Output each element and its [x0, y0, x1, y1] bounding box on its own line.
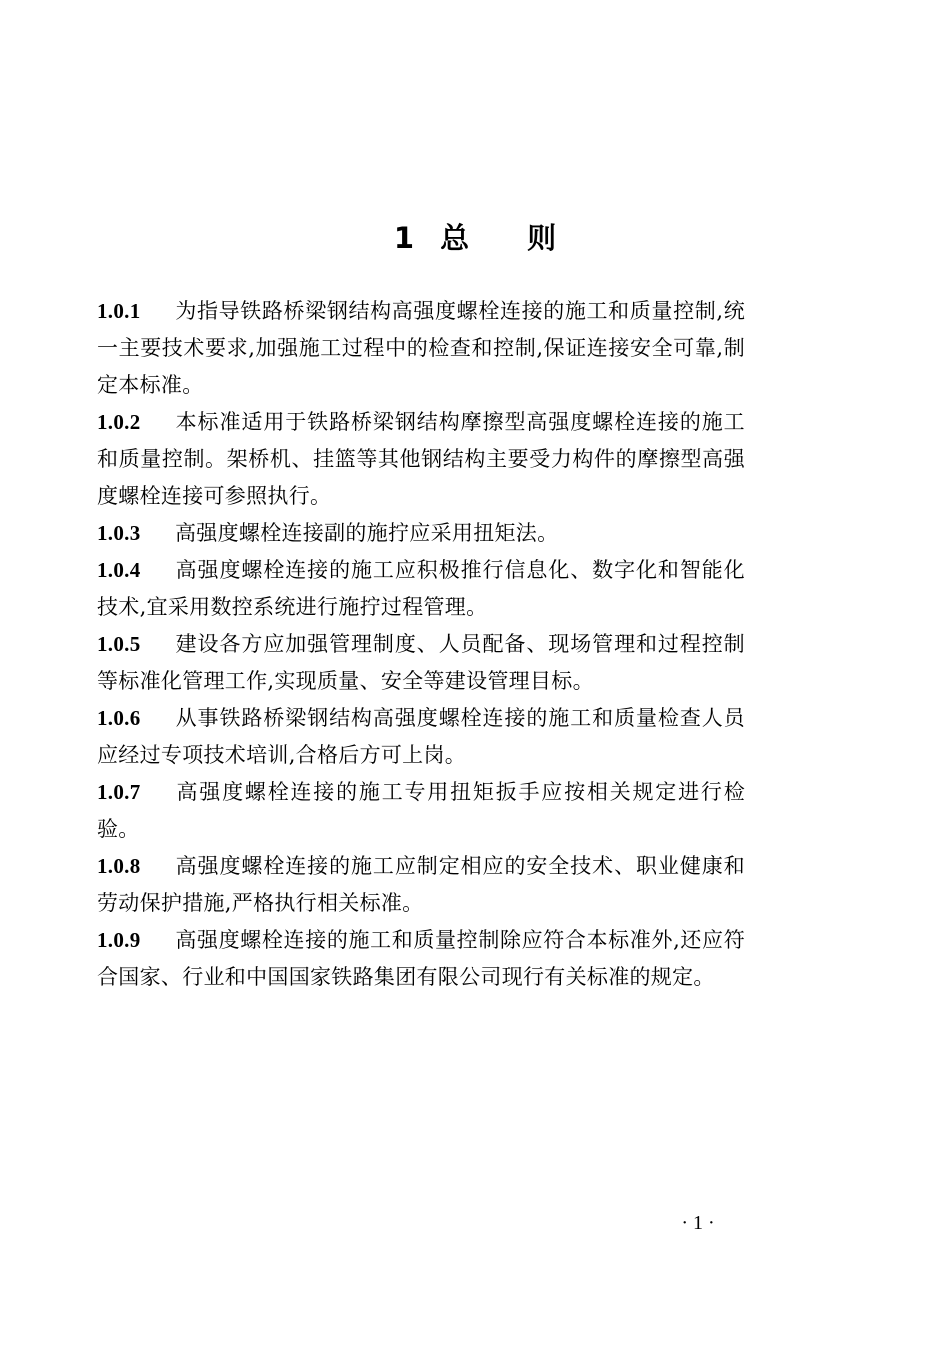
clause-text: 高强度螺栓连接的施工和质量控制除应符合本标准外,还应符合国家、行业和中国国家铁路集团有限公司现行有关标准的规定。	[97, 928, 745, 989]
clause-number: 1.0.5	[97, 632, 141, 656]
clause-text: 建设各方应加强管理制度、人员配备、现场管理和过程控制等标准化管理工作,实现质量、安全等建设管理目标。	[97, 632, 745, 693]
clause-1-0-8	[97, 848, 745, 922]
clause-text: 从事铁路桥梁钢结构高强度螺栓连接的施工和质量检查人员应经过专项技术培训,合格后方可上岗。	[97, 706, 745, 767]
chapter-title-part-1: 总	[440, 221, 470, 255]
clause-number: 1.0.6	[97, 706, 141, 730]
clause-1-0-9	[97, 922, 745, 996]
clause-1-0-1	[97, 293, 745, 404]
clause-number: 1.0.2	[97, 410, 141, 434]
chapter-title-part-2: 则	[527, 221, 557, 255]
clause-number: 1.0.4	[97, 558, 141, 582]
clause-number: 1.0.8	[97, 854, 141, 878]
chapter-body	[97, 293, 745, 996]
clause-text: 高强度螺栓连接的施工专用扭矩扳手应按相关规定进行检验。	[97, 780, 745, 841]
clause-text: 高强度螺栓连接的施工应制定相应的安全技术、职业健康和劳动保护措施,严格执行相关标准。	[97, 854, 745, 915]
clause-1-0-5	[97, 626, 745, 700]
clause-1-0-6	[97, 700, 745, 774]
clause-1-0-7	[97, 774, 745, 848]
clause-number: 1.0.3	[97, 521, 141, 545]
clause-text: 为指导铁路桥梁钢结构高强度螺栓连接的施工和质量控制,统一主要技术要求,加强施工过程中的检查和控制,保证连接安全可靠,制定本标准。	[97, 299, 745, 397]
clause-text: 本标准适用于铁路桥梁钢结构摩擦型高强度螺栓连接的施工和质量控制。架桥机、挂篮等其他钢结构主要受力构件的摩擦型高强度螺栓连接可参照执行。	[97, 410, 745, 508]
clause-number: 1.0.1	[97, 299, 141, 323]
chapter-number: 1	[393, 221, 415, 255]
clause-1-0-3	[97, 515, 745, 552]
page-number: · 1 ·	[681, 1212, 715, 1234]
clause-text: 高强度螺栓连接的施工应积极推行信息化、数字化和智能化技术,宜采用数控系统进行施拧过程管理。	[97, 558, 745, 619]
clause-number: 1.0.7	[97, 780, 141, 804]
clause-number: 1.0.9	[97, 928, 141, 952]
clause-text: 高强度螺栓连接副的施拧应采用扭矩法。	[175, 521, 559, 545]
chapter-title	[0, 218, 950, 258]
clause-1-0-4	[97, 552, 745, 626]
clause-1-0-2	[97, 404, 745, 515]
